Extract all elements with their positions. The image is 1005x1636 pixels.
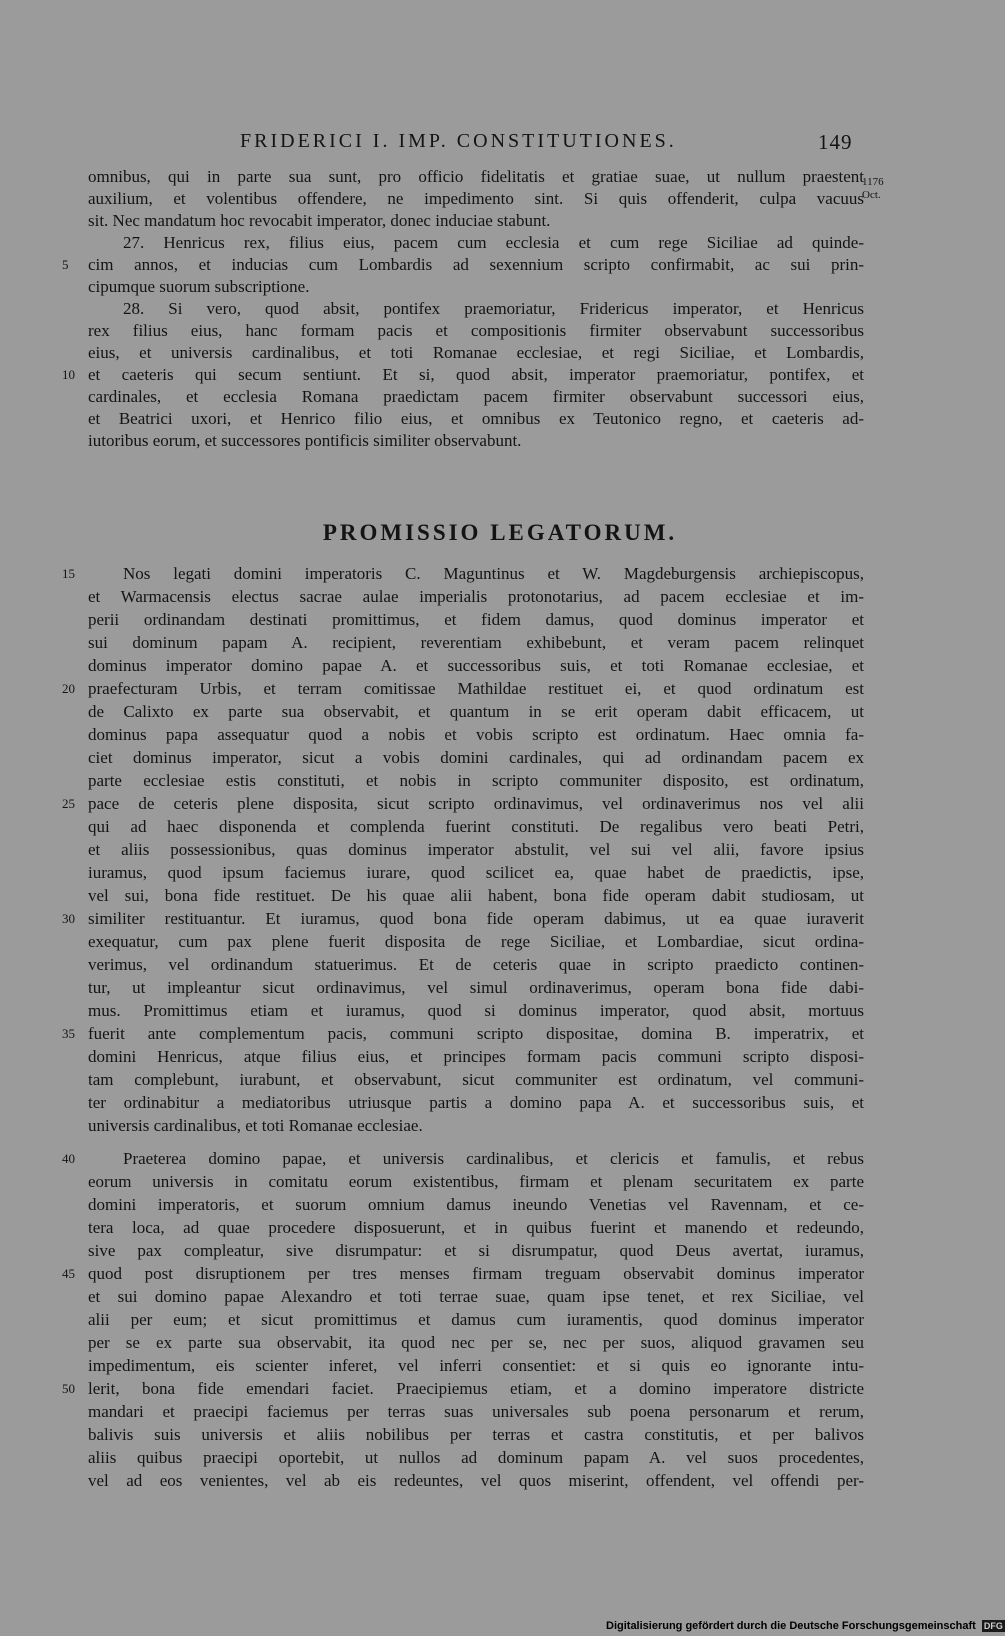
text-line: universis cardinalibus, et toti Romanae ecclesiae.	[88, 1116, 423, 1135]
text-line: iutoribus eorum, et successores pontificis similiter observabunt.	[88, 431, 522, 450]
text-line: per se ex parte sua observabit, ita quod nec per se, nec per suos, aliquod gravamen seu	[88, 1333, 864, 1352]
digitization-credit-text: Digitalisierung gefördert durch die Deutsche Forschungsgemeinschaft	[606, 1620, 976, 1632]
text-line: balivis suis universis et aliis nobilibus per terras et castra constitutis, et per balivos	[88, 1425, 864, 1444]
text-line: domini Henricus, atque filius eius, et principes formam pacis communi scripto disposi-	[88, 1047, 864, 1066]
text-line: omnibus, qui in parte sua sunt, pro officio fidelitatis et gratiae suae, ut nullum praestent	[88, 167, 864, 186]
text-line: ter ordinabitur a mediatoribus utriusque partis a domino papa A. et successoribus suis, et	[88, 1093, 864, 1112]
text-line: vel ad eos venientes, vel ab eis redeuntes, vel quos miserint, offendent, vel offendi per-	[88, 1471, 864, 1490]
text-line: sui dominum papam A. recipient, reverentiam exhibebunt, et veram pacem relinquet	[88, 633, 864, 652]
text-line: tam complebunt, iurabunt, et observabunt, sicut communiter est ordinatum, vel communi-	[88, 1070, 864, 1089]
page-number: 149	[818, 130, 853, 154]
text-line: alii per eum; et sicut promittimus et damus cum iuramentis, quod dominus imperator	[88, 1310, 864, 1329]
text-line: lerit, bona fide emendari faciet. Praecipiemus etiam, et a domino imperatore districte	[88, 1379, 864, 1398]
text-line: mandari et praecipi faciemus per terras suas universales sub poena personarum et rerum,	[88, 1402, 864, 1421]
text-line: dominus imperator domino papae A. et successoribus suis, et toti Romanae ecclesiae, et	[88, 656, 864, 675]
text-line: aliis quibus praecipi oportebit, ut nullos ad dominum papam A. vel suos procedentes,	[88, 1448, 864, 1467]
line-number: 5	[62, 257, 69, 272]
margin-month: Oct.	[862, 189, 881, 201]
line-number: 10	[62, 367, 75, 382]
text-line: dominus papa assequatur quod a nobis et vobis scripto est ordinatum. Haec omnia fa-	[88, 725, 864, 744]
text-line: exequatur, cum pax plene fuerit disposita de rege Siciliae, et Lombardiae, sicut ordina-	[88, 932, 864, 951]
text-line: praefecturam Urbis, et terram comitissae Mathildae restituet ei, et quod ordinatum est	[88, 679, 864, 698]
text-line: tur, ut impleantur sicut ordinavimus, vel simul ordinaverimus, operam bona fide dabi-	[88, 978, 864, 997]
text-line: 28. Si vero, quod absit, pontifex praemoriatur, Fridericus imperator, et Henricus	[123, 299, 864, 318]
margin-date-note	[862, 176, 884, 202]
text-line: Nos legati domini imperatoris C. Maguntinus et W. Magdeburgensis archiepiscopus,	[123, 564, 864, 583]
running-head	[0, 130, 1000, 160]
text-line: mus. Promittimus etiam et iuramus, quod si dominus imperator, quod absit, mortuus	[88, 1001, 864, 1020]
text-line: eorum universis in comitatu eorum existentibus, firmam et plenam securitatem ex parte	[88, 1172, 864, 1191]
line-number: 25	[62, 796, 75, 811]
digitization-credit	[606, 1620, 1005, 1632]
text-line: quod post disruptionem per tres menses firmam treguam observabit dominus imperator	[88, 1264, 864, 1283]
text-line: 27. Henricus rex, filius eius, pacem cum ecclesia et cum rege Siciliae ad quinde-	[123, 233, 864, 252]
dfg-logo: DFG	[983, 1621, 1003, 1631]
text-line: pace de ceteris plene disposita, sicut scripto ordinavimus, vel ordinaverimus nos vel alii	[88, 794, 864, 813]
text-line: de Calixto ex parte sua observabit, et quantum in se erit operam dabit efficacem, ut	[88, 702, 864, 721]
text-line: auxilium, et volentibus offendere, ne impedimento sint. Si quis offenderit, culpa vacuus	[88, 189, 864, 208]
text-line: iuramus, quod ipsum faciemus iurare, quod scilicet ea, quae habet de praedictis, ipse,	[88, 863, 864, 882]
line-number: 15	[62, 566, 75, 581]
text-line: et caeteris qui secum sentiunt. Et si, quod absit, imperator praemoriatur, pontifex, et	[88, 365, 864, 384]
text-line: perii ordinandam destinati promittimus, et fidem damus, quod dominus imperator et	[88, 610, 864, 629]
text-line: Praeterea domino papae, et universis cardinalibus, et clericis et famulis, et rebus	[123, 1149, 864, 1168]
text-line: ciet dominus imperator, sicut a vobis domini cardinales, qui ad ordinandam pacem ex	[88, 748, 864, 767]
line-number: 35	[62, 1026, 75, 1041]
running-head-title: FRIDERICI I. IMP. CONSTITUTIONES.	[240, 130, 677, 152]
text-line: domini imperatoris, et suorum omnium damus ineundo Venetias vel Ravennam, et ce-	[88, 1195, 864, 1214]
text-line: similiter restituantur. Et iuramus, quod bona fide operam dabimus, ut ea quae iuraverit	[88, 909, 864, 928]
line-number: 30	[62, 911, 75, 926]
text-line: sive pax compleatur, sive disrumpatur: et si disrumpatur, quod Deus avertat, iuramus,	[88, 1241, 864, 1260]
text-line: vel sui, bona fide restituet. De his quae alii habent, bona fide operam dabit studiosam, ut	[88, 886, 864, 905]
line-number: 20	[62, 681, 75, 696]
text-line: qui ad haec disponenda et complenda fuerint constituti. De regalibus vero beati Petri,	[88, 817, 864, 836]
text-line: sit. Nec mandatum hoc revocabit imperator, donec induciae stabunt.	[88, 211, 551, 230]
text-line: cim annos, et inducias cum Lombardis ad sexennium scripto confirmabit, ac sui prin-	[88, 255, 864, 274]
line-number: 40	[62, 1151, 75, 1166]
text-line: verimus, vel ordinandum statuerimus. Et de ceteris quae in scripto praedicto continen-	[88, 955, 864, 974]
text-line: cardinales, et ecclesia Romana praedictam pacem firmiter observabunt successori eius,	[88, 387, 864, 406]
text-line: parte ecclesiae estis constituti, et nobis in scripto communiter disposito, est ordinatum,	[88, 771, 864, 790]
text-line: et aliis possessionibus, quas dominus imperator abstulit, vel sui vel alii, favore ipsius	[88, 840, 864, 859]
margin-year: 1176	[862, 176, 884, 188]
line-number: 45	[62, 1266, 75, 1281]
text-line: tera loca, ad quae procedere disposuerunt, et in quibus fuerint et manendo et redeundo,	[88, 1218, 864, 1237]
text-line: et sui domino papae Alexandro et toti terrae suae, quam ipse tenet, et rex Siciliae, vel	[88, 1287, 864, 1306]
text-line: fuerit ante complementum pacis, communi scripto dispositae, domina B. imperatrix, et	[88, 1024, 864, 1043]
text-line: et Warmacensis electus sacrae aulae imperialis protonotarius, ad pacem ecclesiae et im-	[88, 587, 864, 606]
text-line: cipumque suorum subscriptione.	[88, 277, 310, 296]
text-line: impedimentum, eis scienter inferet, vel inferri consentiet: et si quis eo ignorante intu-	[88, 1356, 864, 1375]
text-line: et Beatrici uxori, et Henrico filio eius, et omnibus ex Teutonico regno, et caeteris ad-	[88, 409, 864, 428]
text-line: eius, et universis cardinalibus, et toti Romanae ecclesiae, et regi Siciliae, et Lombardis,	[88, 343, 864, 362]
line-number: 50	[62, 1381, 75, 1396]
text-line: rex filius eius, hanc formam pacis et compositionis firmiter observabunt successoribus	[88, 321, 864, 340]
section-title: PROMISSIO LEGATORUM.	[322, 520, 678, 545]
